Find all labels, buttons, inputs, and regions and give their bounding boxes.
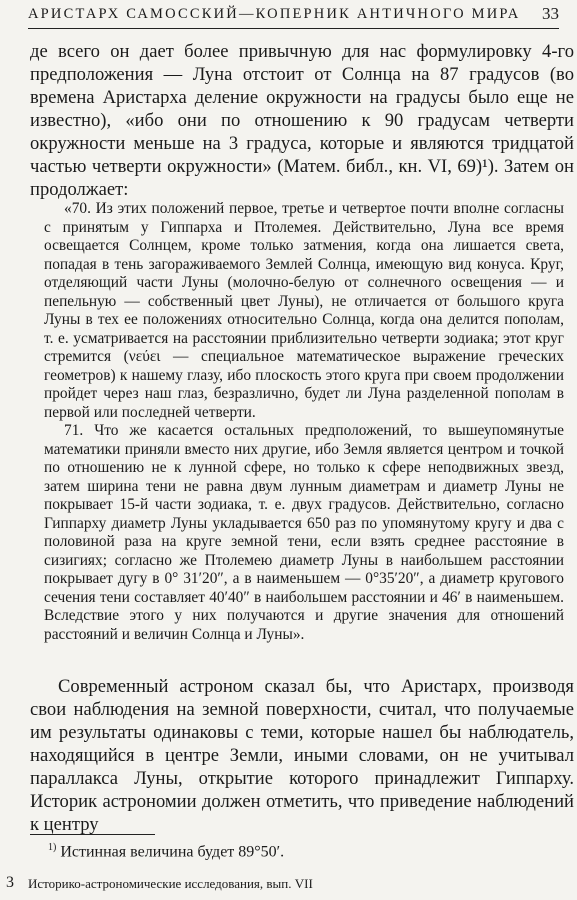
block-quotation xyxy=(44,200,564,644)
signature-text: Историко-астрономические исследования, вып. VII xyxy=(28,876,313,891)
body-paragraph-1: де всего он дает более привычную для нас формулировку 4-го предположения — Луна отстоит от Солнца на 87 градусов (во времена Аристарха деление окружности на градусы было еще не известно), «ибо они по отношению к 90 градусам четверти окружности меньше на 3 градуса, которые и являются тридцатой частью четверти окружности» (Матем. библ., кн. VI, 69)¹). Затем он продолжает: xyxy=(30,41,574,200)
running-title: АРИСТАРХ САМОССКИЙ—КОПЕРНИК АНТИЧНОГО МИРА xyxy=(28,6,521,22)
running-header xyxy=(28,4,559,29)
footnote-text: Истинная величина будет 89°50′. xyxy=(60,843,285,861)
body-paragraph-2: Современный астроном сказал бы, что Аристарх, производя свои наблюдения на земной поверхности, считал, что получаемые им результаты одинаковы с теми, которые нашел бы наблюдатель, находящийся в центре Земли, иными словами, он не учитывал параллакса Луны, открытие которого принадлежит Гиппарху. Историк астрономии должен отметить, что приведение наблюдений к центру xyxy=(30,676,574,835)
page-number: 33 xyxy=(542,4,559,23)
footnote xyxy=(48,842,284,861)
quote-paragraph-70: «70. Из этих положений первое, третье и четвертое почти вполне согласны с принятым у Гиппарха и Птолемея. Действительно, Луна все время освещается Солнцем, кроме только затмения, когда она лишается света, попадая в тень загораживаемого Землей Солнца, имеющую вид конуса. Круг, отделяющий части Луны (молочно-белую от солнечного освещения — и пепельную — собственный цвет Луны), не отличается от большого круга Луны в тех ее положениях относительно Солнца, когда она делится пополам, т. е. усматривается на расстоянии приблизительно четверти зодиака; этот круг стремится (νεύει — специальное математическое выражение греческих геометров) к нашему глазу, ибо плоскость этого круга при своем продолжении пройдет через наш глаз, безразлично, будет ли Луна разделенной пополам в первой или последней четверти. xyxy=(44,200,564,421)
quote-paragraph-71: 71. Что же касается остальных предположений, то вышеупомянутые математики приняли вместо них другие, ибо Земля является центром и точкой по отношению не к лунной сфере, но только к сфере неподвижных звезд, затем ширина тени не равна двум лунным диаметрам и диаметр Луны не покрывает 15-й части зодиака, т. е. двух градусов. Действительно, согласно Гиппарху диаметр Луны укладывается 650 раз по упомянутому кругу и два с половиной раза на круге земной тени, если взять среднее расстояние в сизигиях; согласно же Птолемею диаметр Луны в наибольшем расстоянии покрывает дугу в 0° 31′20″, а в наименьшем — 0°35′20″, а диаметр кругового сечения тени составляет 40′40″ в наибольшем расстоянии и 46′ в наименьшем. Вследствие этого у них получаются и другие значения для отношений расстояний и величин Солнца и Луны». xyxy=(44,422,564,643)
footnote-rule xyxy=(30,834,155,835)
signature-mark: 3 xyxy=(6,874,14,891)
footnote-marker: 1) xyxy=(48,842,57,853)
